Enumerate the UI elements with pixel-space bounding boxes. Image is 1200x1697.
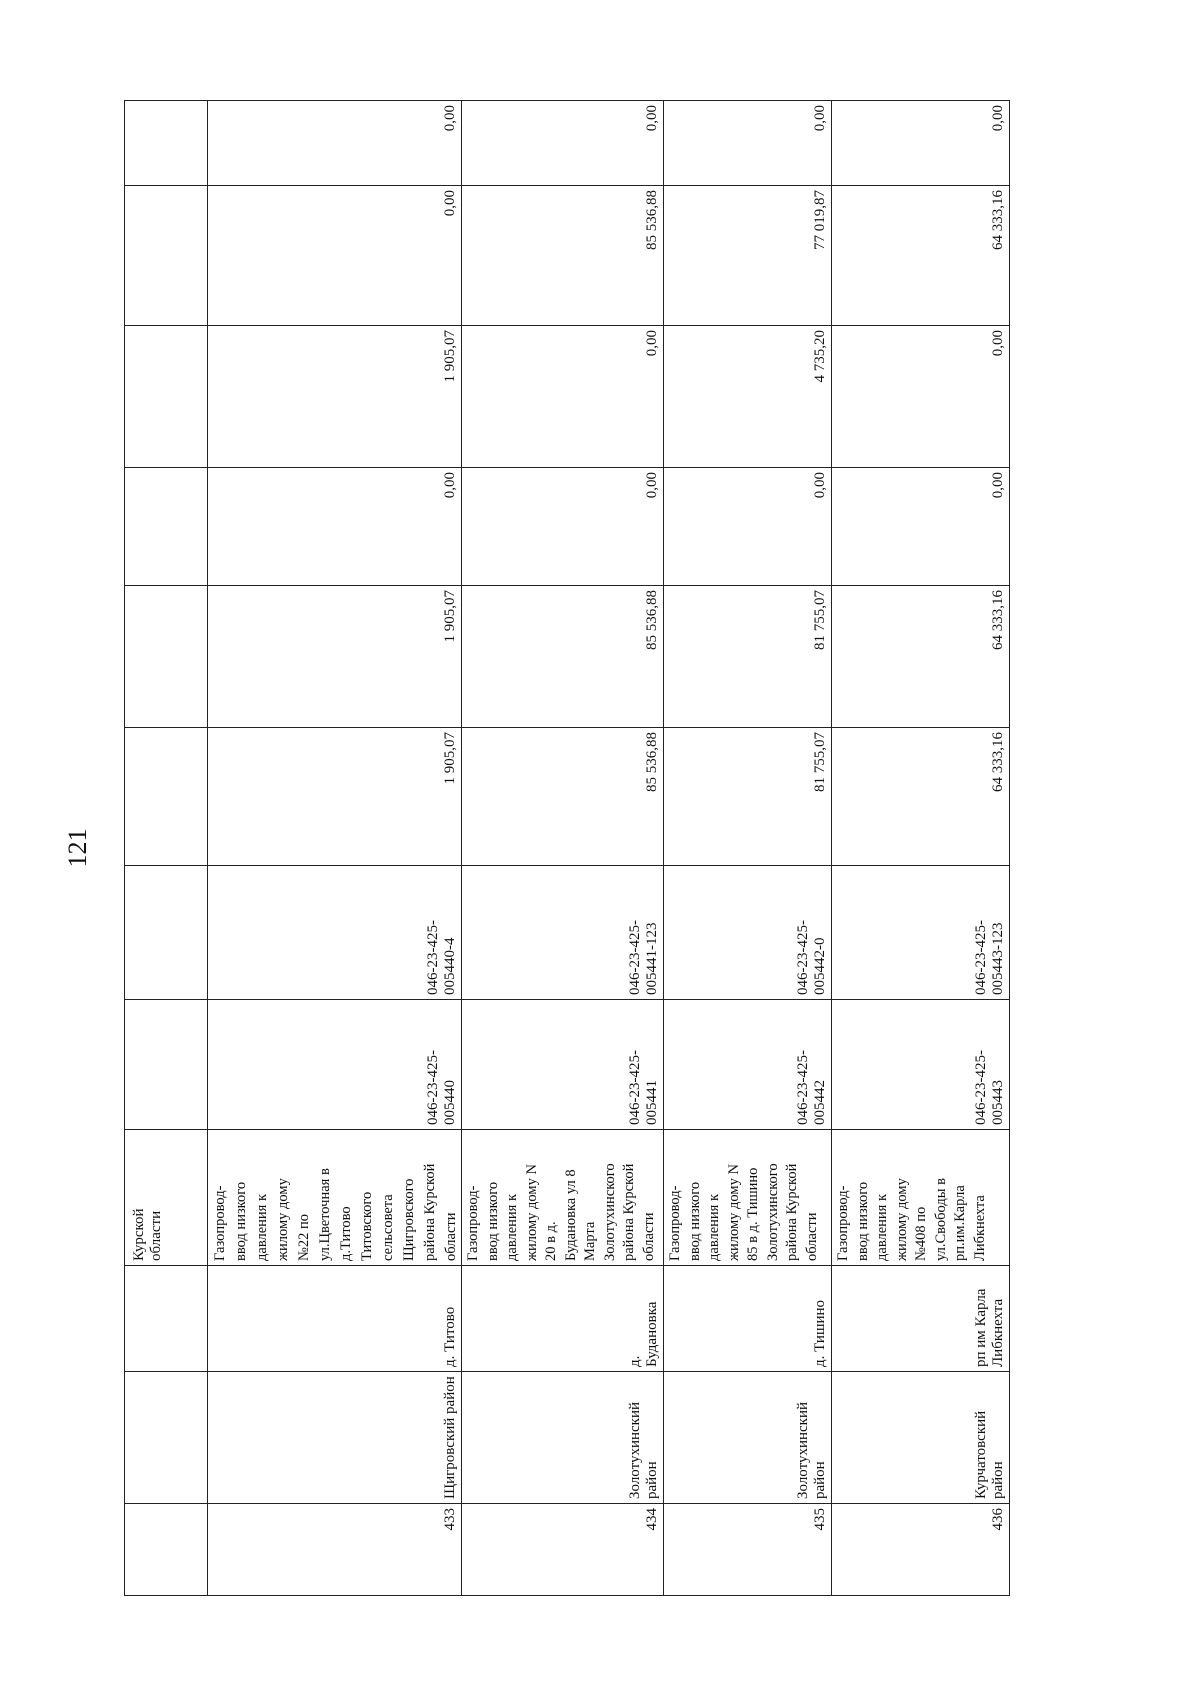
table-row (208, 100, 462, 1596)
cell-v1: 85 536,88 (462, 728, 663, 866)
cell-v3: 0,00 (832, 468, 1009, 586)
cell-v5: 0,00 (208, 186, 461, 326)
cell-code2 (125, 866, 207, 1000)
table-row (664, 100, 832, 1596)
cell-v3: 0,00 (462, 468, 663, 586)
cell-v3: 0,00 (208, 468, 461, 586)
cell-object (125, 1130, 207, 1266)
cell-object: Газопровод- ввод низкого давления к жилому дому N 85 в д. Тишино Золотухинского района Курской области (664, 1130, 831, 1266)
cell-v4: 4 735,20 (664, 326, 831, 468)
cell-v2: 81 755,07 (664, 586, 831, 728)
cell-code1: 046-23-425- 005442 (664, 1000, 831, 1130)
table-row (462, 100, 664, 1596)
cell-settlement: рп им Карла Либкнехта (832, 1266, 1009, 1372)
cell-code2: 046-23-425- 005443-123 (832, 866, 1009, 1000)
cell-num: 436 (832, 1504, 1009, 1596)
cell-v3 (125, 468, 207, 586)
cell-v5: 85 536,88 (462, 186, 663, 326)
cell-object: Газопровод- ввод низкого давления к жилому дому №22 по ул.Цветочная в д.Титово Титовского сельсовета Щигровского района Курской области (208, 1130, 461, 1266)
cell-v4 (125, 326, 207, 468)
cell-district: Щигровский район (208, 1372, 461, 1504)
cell-num: 434 (462, 1504, 663, 1596)
cell-v2 (125, 586, 207, 728)
cell-v5: 64 333,16 (832, 186, 1009, 326)
cell-object: Газопровод- ввод низкого давления к жилому дому N 20 в д. Будановка ул 8 Марта Золотухинского района Курской области (462, 1130, 663, 1266)
cell-v1: 64 333,16 (832, 728, 1009, 866)
page-number: 121 (63, 828, 92, 868)
cell-settlement (125, 1266, 207, 1372)
cell-v1: 81 755,07 (664, 728, 831, 866)
cell-num: 435 (664, 1504, 831, 1596)
cell-district: Золотухинский район (664, 1372, 831, 1504)
rotated-data-table (124, 100, 1010, 1596)
cell-settlement: д. Титово (208, 1266, 461, 1372)
cell-v6: 0,00 (208, 100, 461, 186)
cell-v4: 0,00 (462, 326, 663, 468)
cell-v6: 0,00 (832, 100, 1009, 186)
cell-district: Курчатовский район (832, 1372, 1009, 1504)
cell-district: Золотухинский район (462, 1372, 663, 1504)
object-continuation-text: Курской области (131, 1208, 164, 1261)
table-row-continuation (124, 100, 208, 1596)
cell-v1: 1 905,07 (208, 728, 461, 866)
cell-v5 (125, 186, 207, 326)
cell-v2: 64 333,16 (832, 586, 1009, 728)
cell-district (125, 1372, 207, 1504)
cell-num (125, 1504, 207, 1596)
cell-code1: 046-23-425- 005440 (208, 1000, 461, 1130)
cell-code2: 046-23-425- 005440-4 (208, 866, 461, 1000)
cell-v4: 1 905,07 (208, 326, 461, 468)
cell-code1 (125, 1000, 207, 1130)
cell-v3: 0,00 (664, 468, 831, 586)
cell-settlement: д. Тишино (664, 1266, 831, 1372)
cell-v1 (125, 728, 207, 866)
cell-v2: 85 536,88 (462, 586, 663, 728)
cell-v6 (125, 100, 207, 186)
cell-v2: 1 905,07 (208, 586, 461, 728)
cell-v6: 0,00 (664, 100, 831, 186)
cell-v4: 0,00 (832, 326, 1009, 468)
cell-code1: 046-23-425- 005441 (462, 1000, 663, 1130)
cell-v5: 77 019,87 (664, 186, 831, 326)
table-row (832, 100, 1010, 1596)
cell-object: Газопровод- ввод низкого давления к жилому дому №408 по ул.Свободы в рп.им.Карла Либкнехта (832, 1130, 1009, 1266)
cell-code2: 046-23-425- 005442-0 (664, 866, 831, 1000)
cell-code1: 046-23-425- 005443 (832, 1000, 1009, 1130)
cell-num: 433 (208, 1504, 461, 1596)
cell-v6: 0,00 (462, 100, 663, 186)
cell-code2: 046-23-425- 005441-123 (462, 866, 663, 1000)
cell-settlement: д. Будановка (462, 1266, 663, 1372)
